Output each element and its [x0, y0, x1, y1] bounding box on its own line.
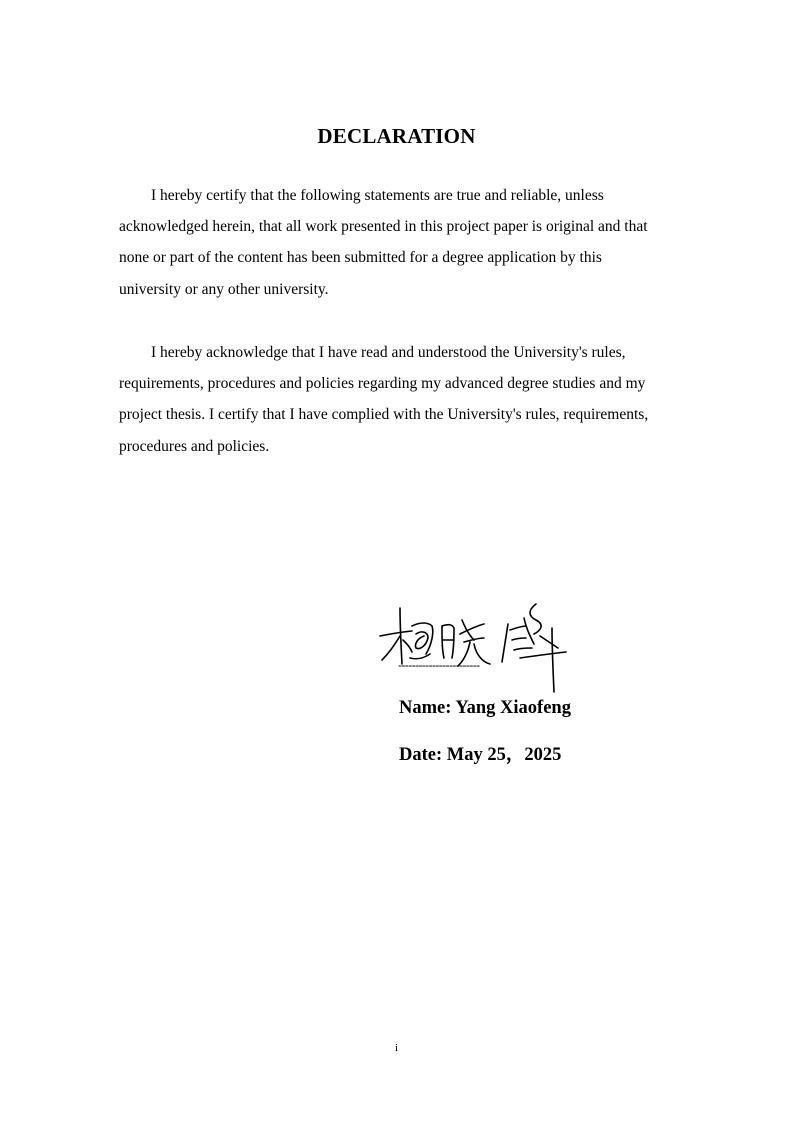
- paragraph-line: project thesis. I certify that I have complied with the University's rules, requirements,: [119, 406, 649, 424]
- page-title: DECLARATION: [317, 124, 476, 148]
- paragraph-line: acknowledged herein, that all work presented in this project paper is original and that: [119, 218, 648, 236]
- certification-paragraph: [119, 180, 667, 305]
- paragraph-line: university or any other university.: [119, 280, 329, 298]
- signatory-name: Name: Yang Xiaofeng: [399, 698, 571, 718]
- paragraph-line: procedures and policies.: [119, 437, 270, 455]
- paragraph-line: I hereby certify that the following statements are true and reliable, unless: [151, 187, 604, 204]
- paragraph-line: I hereby acknowledge that I have read and understood the University's rules,: [151, 344, 626, 361]
- handwritten-signature: [376, 600, 576, 695]
- paragraph-line: requirements, procedures and policies regarding my advanced degree studies and my: [119, 375, 646, 393]
- acknowledgement-paragraph: [119, 337, 667, 462]
- page-number: i: [394, 1042, 399, 1054]
- paragraph-line: none or part of the content has been submitted for a degree application by this: [119, 249, 602, 267]
- signature-date: Date: May 25，2025: [399, 745, 562, 765]
- signature-line: ------------------------: [398, 658, 480, 672]
